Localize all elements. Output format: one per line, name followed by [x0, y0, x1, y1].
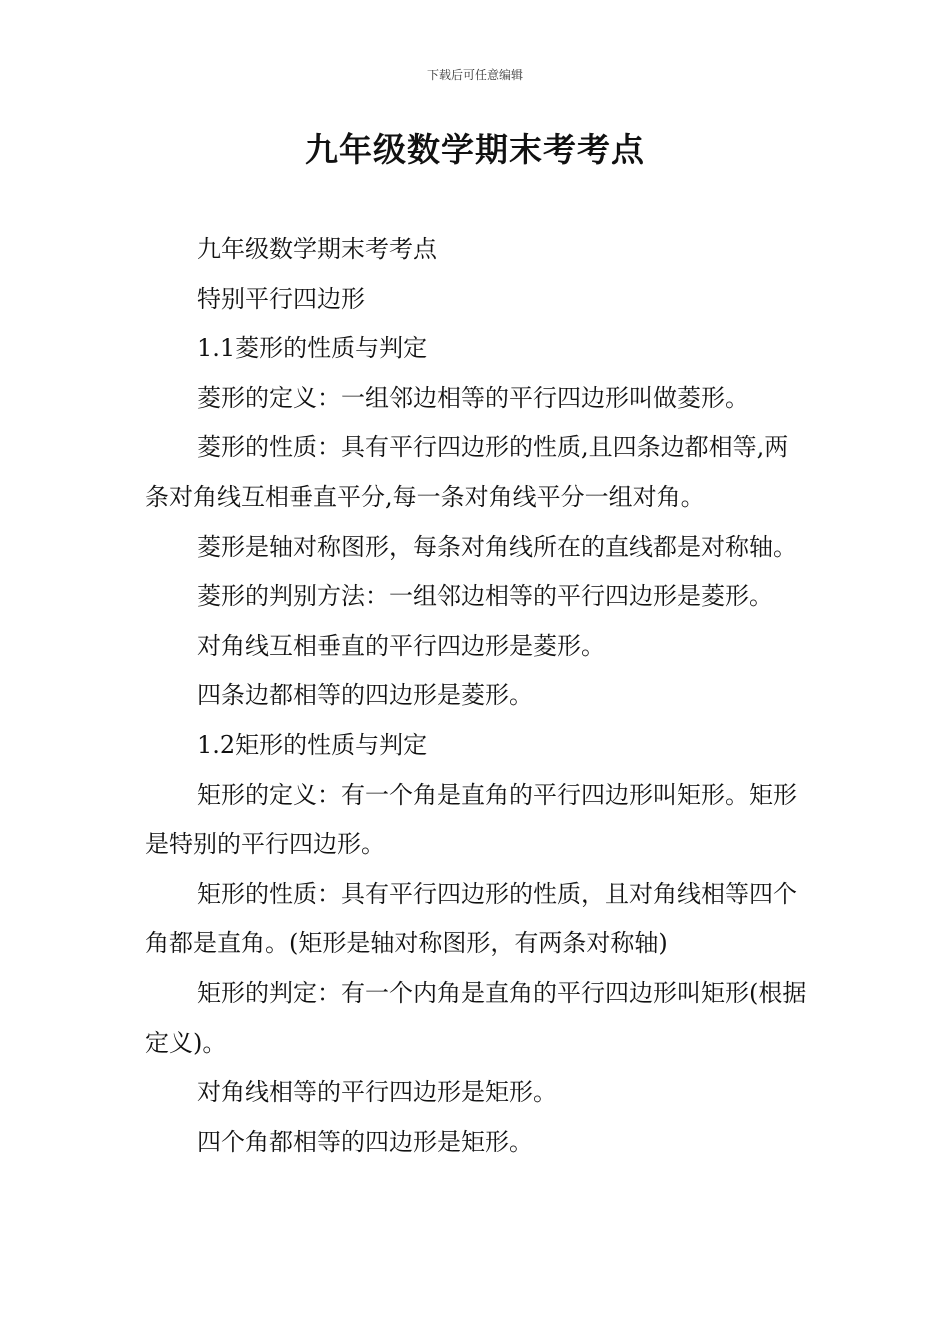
paragraph: 四个角都相等的四边形是矩形。 — [197, 1127, 533, 1156]
paragraph: 菱形的定义：一组邻边相等的平行四边形叫做菱形。 — [197, 383, 749, 412]
document-title: 九年级数学期末考考点 — [305, 130, 645, 169]
paragraph: 对角线互相垂直的平行四边形是菱形。 — [197, 631, 605, 660]
section-heading: 特别平行四边形 — [197, 284, 365, 313]
paragraph: 四条边都相等的四边形是菱形。 — [197, 681, 533, 710]
paragraph: 九年级数学期末考考点 — [197, 235, 437, 263]
document-body — [145, 225, 810, 1167]
paragraph: 矩形的判定：有一个内角是直角的平行四边形叫矩形(根据定义)。 — [145, 978, 807, 1057]
paragraph: 矩形的定义：有一个角是直角的平行四边形叫矩形。矩形是特别的平行四边形。 — [145, 780, 797, 859]
paragraph: 菱形的判别方法：一组邻边相等的平行四边形是菱形。 — [197, 582, 773, 611]
paragraph: 菱形是轴对称图形，每条对角线所在的直线都是对称轴。 — [197, 532, 797, 561]
paragraph: 菱形的性质：具有平行四边形的性质,且四条边都相等,两条对角线互相垂直平分,每一条对角线平分一组对角。 — [145, 433, 789, 511]
subsection-heading: 1.2矩形的性质与判定 — [197, 730, 428, 759]
subsection-heading: 1.1菱形的性质与判定 — [197, 334, 428, 363]
paragraph: 对角线相等的平行四边形是矩形。 — [197, 1078, 557, 1107]
paragraph: 矩形的性质：具有平行四边形的性质，且对角线相等四个角都是直角。(矩形是轴对称图形，有两条对称轴) — [145, 879, 797, 958]
header-note: 下载后可任意编辑 — [426, 68, 523, 82]
